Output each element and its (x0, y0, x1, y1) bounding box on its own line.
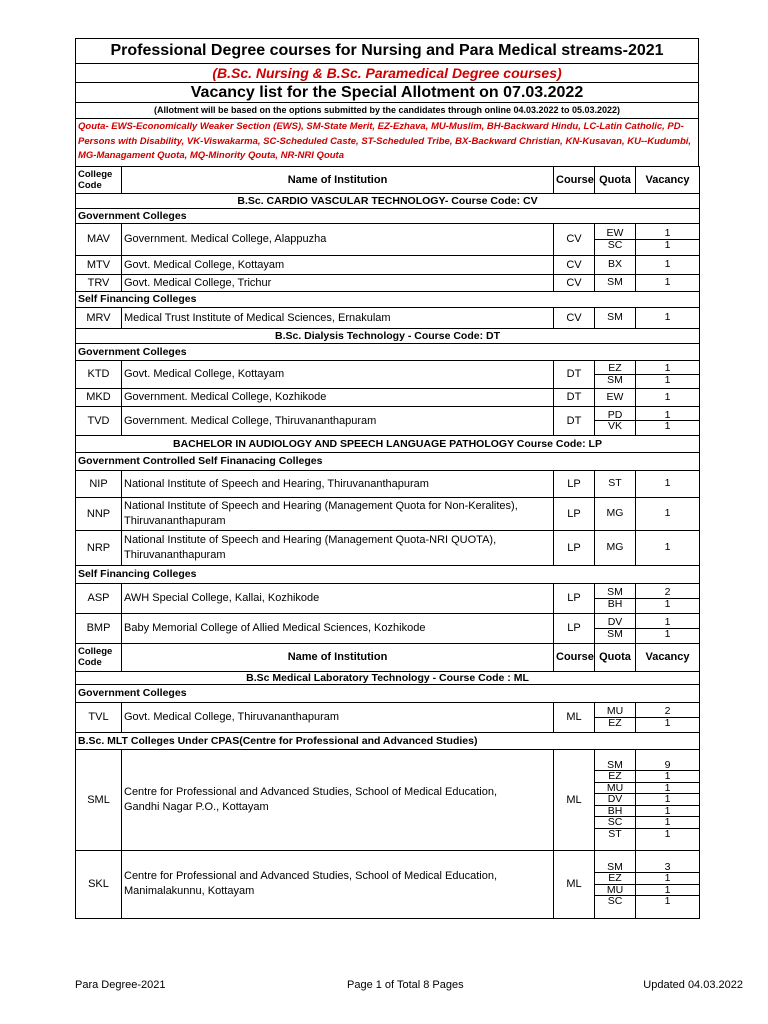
group-government: Government Colleges (76, 208, 700, 223)
quota-header: Quota (595, 166, 636, 193)
table-row: TVD Government. Medical College, Thiruvananthapuram DT PD VK 1 1 (76, 406, 700, 435)
group-government: Government Colleges (76, 684, 700, 702)
table-row: NIP National Institute of Speech and Hearing, Thiruvananthapuram LP ST 1 (76, 470, 700, 497)
quota-legend: Qouta- EWS-Economically Weaker Section (EWS), SM-State Merit, EZ-Ezhava, MU-Muslim, BH-Backward Hindu, LC-Latin Catholic, PD-Persons with Disability, VK-Viswakarma, SC-Scheduled Caste, ST-Scheduled Tribe, BX-Backward Christian, KN-Kusavan, KU--Kudumbi, MG-Managament Quota, MQ-Minority Qouta, NR-NRI Qouta (75, 118, 699, 166)
document-title: Professional Degree courses for Nursing and Para Medical streams-2021 (75, 38, 699, 63)
table-row: SKL Centre for Professional and Advanced Studies, School of Medical Education, Manimalakunnu, Kottayam ML SM EZ MU SC 3 1 1 1 (76, 850, 700, 918)
group-government: Government Colleges (76, 343, 700, 360)
section-ml: B.Sc Medical Laboratory Technology - Course Code : ML (76, 671, 700, 684)
vacancy-table (75, 166, 700, 919)
allotment-note: (Allotment will be based on the options submitted by the candidates through online 04.03.2022 to 05.03.2022) (75, 102, 699, 118)
group-self-financing: Self Financing Colleges (76, 565, 700, 583)
table-row: SML Centre for Professional and Advanced Studies, School of Medical Education, Gandhi Nagar P.O., Kottayam ML SM EZ MU DV BH SC ST 9 1 1 1 1 1 1 (76, 749, 700, 850)
table-row: MKD Government. Medical College, Kozhikode DT EW 1 (76, 388, 700, 406)
table-row: TVL Govt. Medical College, Thiruvananthapuram ML MU EZ 2 1 (76, 702, 700, 732)
table-row: NRP National Institute of Speech and Hearing (Management Quota-NRI QUOTA), Thiruvananthapuram LP MG 1 (76, 530, 700, 565)
table-row: BMP Baby Memorial College of Allied Medical Sciences, Kozhikode LP DV SM 1 1 (76, 613, 700, 643)
section-lp: BACHELOR IN AUDIOLOGY AND SPEECH LANGUAGE PATHOLOGY Course Code: LP (76, 435, 700, 452)
updated-date: Updated 04.03.2022 (643, 979, 743, 991)
vacancy-header: Vacancy (636, 166, 700, 193)
document-page (75, 38, 699, 919)
course-header: Course (554, 166, 595, 193)
college-code-header: College Code (76, 166, 122, 193)
table-row: TRV Govt. Medical College, Trichur CV SM 1 (76, 274, 700, 291)
table-row: ASP AWH Special College, Kallai, Kozhikode LP SM BH 2 1 (76, 583, 700, 613)
group-self-financing: Self Financing Colleges (76, 291, 700, 307)
section-cv: B.Sc. CARDIO VASCULAR TECHNOLOGY- Course Code: CV (76, 193, 700, 208)
institution-header: Name of Institution (122, 166, 554, 193)
document-subtitle: (B.Sc. Nursing & B.Sc. Paramedical Degree courses) (75, 63, 699, 82)
vacancy-title: Vacancy list for the Special Allotment on 07.03.2022 (75, 82, 699, 102)
footer-left: Para Degree-2021 (75, 979, 166, 991)
group-cpas: B.Sc. MLT Colleges Under CPAS(Centre for Professional and Advanced Studies) (76, 732, 700, 749)
page-number: Page 1 of Total 8 Pages (347, 979, 464, 991)
table-row: MAV Government. Medical College, Alappuzha CV EW SC 1 1 (76, 223, 700, 255)
table-header: College Code Name of Institution Course Quota Vacancy (76, 643, 700, 671)
section-dt: B.Sc. Dialysis Technology - Course Code: DT (76, 328, 700, 343)
table-row: MTV Govt. Medical College, Kottayam CV BX 1 (76, 255, 700, 274)
table-header (76, 166, 700, 193)
table-row: NNP National Institute of Speech and Hearing (Management Quota for Non-Keralites), Thiruvananthapuram LP MG 1 (76, 497, 700, 530)
table-row: MRV Medical Trust Institute of Medical Sciences, Ernakulam CV SM 1 (76, 307, 700, 328)
group-government-controlled: Government Controlled Self Finanacing Colleges (76, 452, 700, 470)
table-row: KTD Govt. Medical College, Kottayam DT EZ SM 1 1 (76, 360, 700, 388)
